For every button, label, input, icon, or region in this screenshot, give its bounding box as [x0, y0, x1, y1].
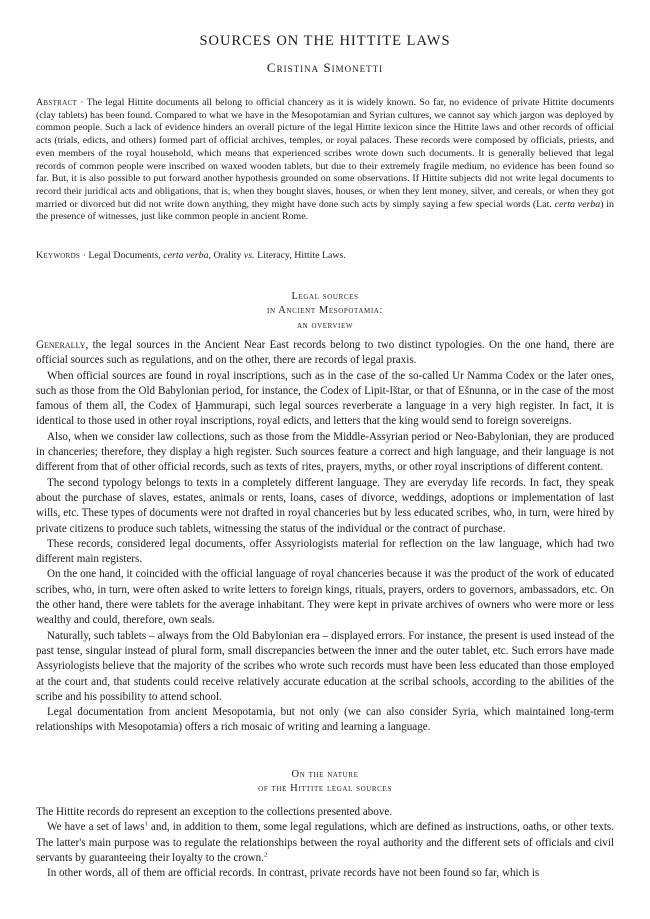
author-name: Cristina Simonetti — [266, 60, 384, 75]
heading-line: Legal sources — [291, 291, 359, 302]
paragraph: Also, when we consider law collections, such as those from the Middle-Assyrian period or Neo-Babylonian, they are produced in chanceries; therefore, they display a high register. Such sources feature a correct and high language, and their language is not different from that of other official records, such as texts of rites, prayers, myths, or other royal inscriptions of different content. — [36, 430, 614, 474]
keywords-italic1: certa verba — [163, 250, 209, 261]
section-heading-hittite-sources — [36, 768, 614, 797]
footnote-marker[interactable]: 2 — [263, 851, 268, 859]
keywords-part1: Legal Documents, — [88, 250, 164, 261]
paragraph: These records, considered legal documents, offer Assyriologists material for reflection on the law language, which had two different main registers. — [36, 537, 614, 566]
paragraph: The second typology belongs to texts in a completely different language. They are everyday life records. In fact, they speak about the purchase of slaves, estates, animals or rents, loans, cases of divorce, weddings, adoptions or implementation of last wills, etc. These types of documents were not drafted in royal chanceries but by less educated scribes, who, in turn, were hired by private citizens to produce such tablets, witnessing the status of the individual or the contract of purchase. — [36, 476, 614, 535]
abstract-italic-term: certa verba — [554, 198, 601, 210]
paragraph: We have a set of laws$^1$ and, in addition to them, some legal regulations, which are defined as instructions, oaths, or other texts. The latter's main purpose was to regulate the relationships between the royal authority and the different sets of officials and civil servants by guaranteeing their loyalty to the crown.$^2$ — [36, 820, 614, 864]
drop-word: Generally — [36, 339, 86, 351]
heading-line: of the Hittite legal sources — [258, 783, 392, 795]
heading-line: On the nature — [291, 769, 359, 780]
abstract-text-end: ) in the presence of witnesses, just like common people in ancient Rome. — [36, 198, 614, 223]
paragraph: When official sources are found in royal inscriptions, such as in the case of the so-called Ur Namma Codex or the later ones, such as those from the Old Babylonian period, for instance, the Codex of Lipit-Ištar, or that of Ešnunna, or in the case of the most famous of them all, the Codex of Ḫammurapi, such legal sources reverberate a language in a very high register. In fact, it is identical to those used in other royal inscriptions, royal edicts, and letters that the king would send to foreign sovereigns. — [36, 369, 614, 428]
footnote-marker[interactable]: 1 — [144, 820, 148, 828]
abstract — [36, 97, 614, 224]
article-title: SOURCES ON THE HITTITE LAWS — [199, 33, 451, 49]
paragraph: Legal documentation from ancient Mesopotamia, but not only (we can also consider Syria, which maintained long-term relationships with Mesopotamia) offers a rich mosaic of writing and learning a language. — [36, 706, 614, 734]
section-body-hittite-sources — [36, 805, 614, 881]
paragraph: In other words, all of them are official records. In contrast, private records have not been found so far, which is — [47, 867, 540, 880]
section-body-legal-sources — [36, 338, 614, 736]
abstract-label: Abstract — [36, 97, 78, 108]
section-heading-legal-sources — [36, 290, 614, 333]
keywords-part3: Literacy, Hittite Laws. — [254, 250, 346, 261]
paragraph: Generally, the legal sources in the Ancient Near East records belong to two distinct typologies. On the one hand, there are official sources such as regulations, and on the other, there are records of legal praxis. — [36, 339, 614, 367]
paragraph: The Hittite records do represent an exception to the collections presented above. — [36, 806, 393, 818]
paragraph: Naturally, such tablets – always from the Old Babylonian era – displayed errors. For instance, the present is used instead of the past tense, singular instead of plural form, small discrepancies between the inner and the outer tablet, etc. Such errors have made Assyriologists believe that the majority of the scribes who wrote such records must have been less educated than those employed at the court and, that students could receive relatively accurate education at the scribal schools, according to the abilities of the scribe and his possibility to attend school. — [36, 629, 614, 703]
keywords-separator: · — [80, 250, 89, 261]
keywords-part2: , Orality — [208, 250, 244, 261]
paragraph: On the one hand, it coincided with the official language of royal chanceries because it was the product of the work of educated scribes, who, in turn, were often asked to write letters to foreign kings, rituals, prayers, orders to governors, ambassadors, etc. On the other hand, there were tablets for the average inhabitant. They were kept in private archives of owners who were more or less wealthy and could, therefore, own seals. — [36, 568, 614, 627]
abstract-separator: · — [77, 97, 87, 108]
abstract-text: The legal Hittite documents all belong to official chancery as it is widely known. So far, no evidence of private Hittite documents (clay tablets) has been found. Compared to what we have in the Mesopotamian and Syrian cultures, we cannot say which jargon was deployed by common people. Such a lack of evidence hinders an overall picture of the legal Hittite lexicon since the Hittite laws and other records of official acts (trials, edicts, and others) formed part of official archives, temples, or royal palaces. These records were composed by officials, priests, and even members of the royal household, which means that experienced scribes wrote down such documents. It is generally believed that legal records of common people were inscribed on waxed wooden tablets, but due to their extremely fragile medium, no evidence has been found so far. But, it is also possible to put forward another hypothesis grounded on some observations. If Hittite subjects did not write legal documents to record their juridical acts and obligations, that is, when they bought slaves, houses, or when they lent money, silver, and cereals, or when they got married or divorced but did not write down anything, they might have done such acts by simply saying a few special words (Lat. — [36, 97, 614, 210]
heading-line: in Ancient Mesopotamia: — [267, 305, 383, 317]
keywords — [36, 250, 614, 263]
keywords-italic2: vs. — [243, 250, 255, 261]
keywords-label: Keywords — [36, 250, 81, 261]
heading-line: an overview — [296, 319, 354, 331]
